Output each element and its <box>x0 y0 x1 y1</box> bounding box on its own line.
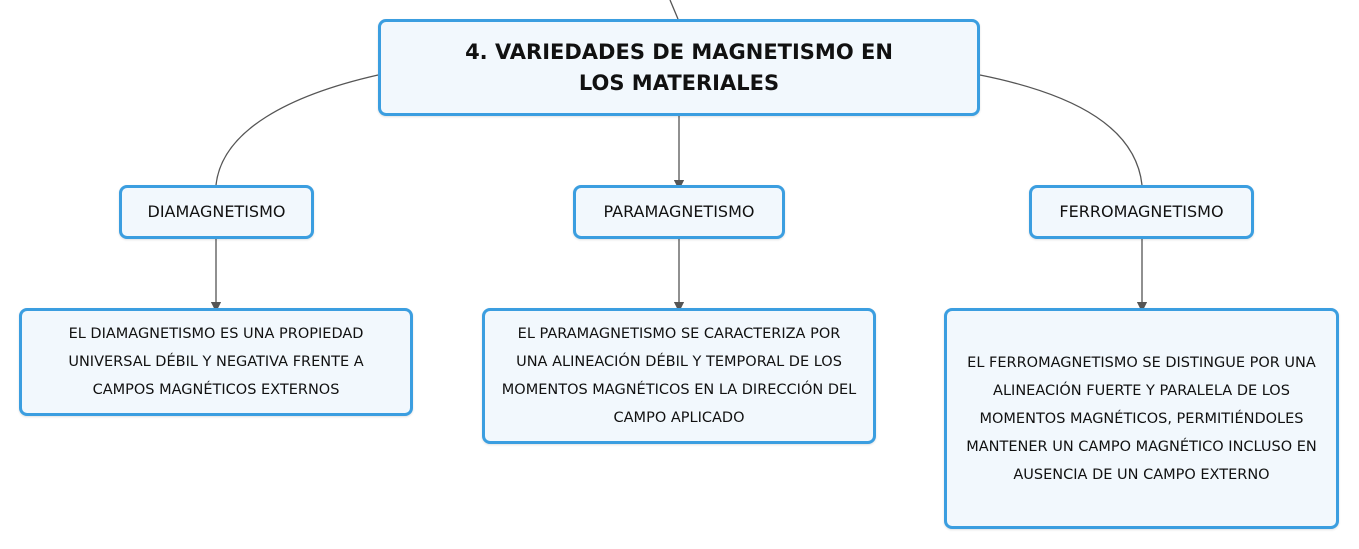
topic-node-paramagnetismo[interactable] <box>573 185 785 239</box>
topic-label-diamagnetismo: DIAMAGNETISMO <box>147 202 286 221</box>
detail-text-ferromagnetismo: EL FERROMAGNETISMO SE DISTINGUE POR UNA ALINEACIÓN FUERTE Y PARALELA DE LOS MOMENTOS MAGNÉTICOS, PERMITIÉNDOLES MANTENER UN CAMPO MAGNÉTICO INCLUSO EN AUSENCIA DE UN CAMPO EXTERNO <box>966 354 1317 483</box>
detail-node-diamagnetismo[interactable] <box>19 308 413 416</box>
detail-node-paramagnetismo[interactable] <box>482 308 876 444</box>
detail-node-ferromagnetismo[interactable] <box>944 308 1339 529</box>
connector-parent-to-root <box>670 0 678 19</box>
topic-label-paramagnetismo: PARAMAGNETISMO <box>603 202 755 221</box>
connector-root-to-diamagnetismo <box>216 75 378 185</box>
connector-root-to-ferromagnetismo <box>980 75 1142 185</box>
topic-node-ferromagnetismo[interactable] <box>1029 185 1254 239</box>
topic-node-diamagnetismo[interactable] <box>119 185 314 239</box>
root-topic-title: 4. VARIEDADES DE MAGNETISMO EN LOS MATERIALES <box>465 39 893 95</box>
root-topic-node[interactable] <box>378 19 980 116</box>
detail-text-paramagnetismo: EL PARAMAGNETISMO SE CARACTERIZA POR UNA ALINEACIÓN DÉBIL Y TEMPORAL DE LOS MOMENTOS MAGNÉTICOS EN LA DIRECCIÓN DEL CAMPO APLICADO <box>501 326 857 426</box>
detail-text-diamagnetismo: EL DIAMAGNETISMO ES UNA PROPIEDAD UNIVERSAL DÉBIL Y NEGATIVA FRENTE A CAMPOS MAGNÉTICOS EXTERNOS <box>68 326 364 398</box>
topic-label-ferromagnetismo: FERROMAGNETISMO <box>1059 202 1224 221</box>
